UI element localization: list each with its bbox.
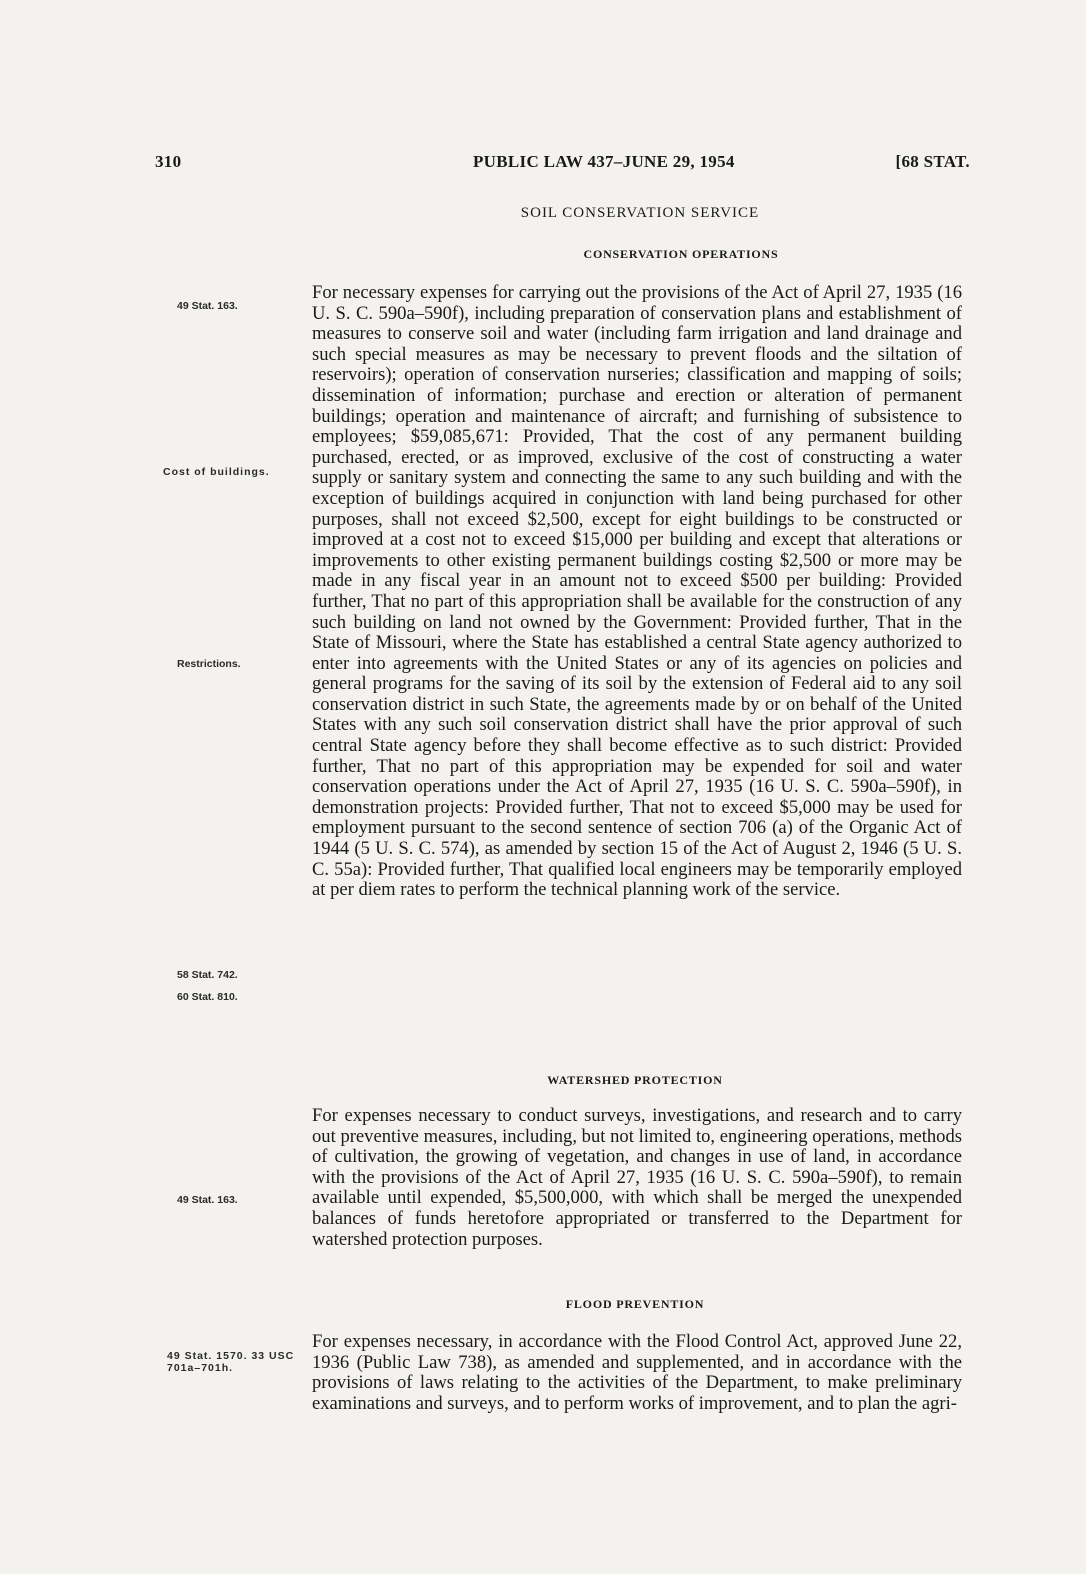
running-title: PUBLIC LAW 437–JUNE 29, 1954 (473, 152, 735, 171)
subheading-conservation-operations: CONSERVATION OPERATIONS (583, 247, 779, 261)
margin-note: Restrictions. (177, 658, 241, 670)
paragraph-flood-prevention: For expenses necessary, in accordance with the Flood Control Act, approved June 22, 1936 (Public Law 738), as amended and supplemented, and in accordance with the provisions of laws relating to the activities of the Department, to make preliminary examinations and surveys, and to perform works of improvement, and to plan the agri- (312, 1331, 962, 1414)
margin-note: 49 Stat. 1570. 33 USC 701a–701h. (167, 1350, 295, 1374)
subheading-flood-prevention: FLOOD PREVENTION (565, 1297, 705, 1311)
paragraph-watershed-protection: For expenses necessary to conduct surveys, investigations, and research and to carry out preventive measures, including, but not limited to, engineering operations, methods of cultivation, the growing of vegetation, and changes in use of land, in accordance with the provisions of the Act of April 27, 1935 (16 U. S. C. 590a–590f), to remain available until expended, $5,500,000, with which shall be merged the unexpended balances of funds heretofore appropriated or transferred to the Department for watershed protection purposes. (312, 1105, 962, 1250)
page-number: 310 (155, 152, 182, 171)
margin-note: 58 Stat. 742. (177, 969, 238, 981)
paragraph-conservation-operations: For necessary expenses for carrying out the provisions of the Act of April 27, 1935 (16 U. S. C. 590a–590f), including preparation of conservation plans and establishment of measures to conserve soil and water (including farm irrigation and land drainage and such special measures as may be necessary to prevent floods and the siltation of reservoirs); operation of conservation nurseries; classification and mapping of soils; dissemination of information; purchase and erection or alteration of permanent buildings; operation and maintenance of aircraft; and furnishing of subsistence to employees; $59,085,671: Provided, That the cost of any permanent building purchased, erected, or as improved, exclusive of the cost of constructing a water supply or sanitary system and connecting the same to any such building and with the exception of buildings acquired in conjunction with land being purchased for other purposes, shall not exceed $2,500, except for eight buildings to be constructed or improved at a cost not to exceed $15,000 per building and except that alterations or improvements to other existing permanent buildings costing $2,500 or more may be made in any fiscal year in an amount not to exceed $500 per building: Provided further, That no part of this appropriation shall be available for the construction of any such building on land not owned by the Government: Provided further, That in the State of Missouri, where the State has established a central State agency authorized to enter into agreements with the United States or any of its agencies on policies and general programs for the saving of its soil by the extension of Federal aid to any soil conservation district in such State, the agreements made by or on behalf of the United States with any such soil conservation district shall have the prior approval of such central State agency before they shall become effective as to such district: Provided further, That no part of this appropriation may be expended for soil and water conservation operations under the Act of April 27, 1935 (16 U. S. C. 590a–590f), in demonstration projects: Provided further, That not to exceed $5,000 may be used for employment pursuant to the second sentence of section 706 (a) of the Organic Act of 1944 (5 U. S. C. 574), as amended by section 15 of the Act of August 2, 1946 (5 U. S. C. 55a): Provided further, That qualified local engineers may be temporarily employed at per diem rates to perform the technical planning work of the service. (312, 282, 962, 901)
section-heading-soil-conservation: SOIL CONSERVATION SERVICE (520, 205, 760, 221)
subheading-watershed-protection: WATERSHED PROTECTION (547, 1073, 723, 1087)
margin-note: Cost of buildings. (163, 466, 270, 478)
statute-volume: [68 STAT. (895, 152, 970, 171)
margin-note: 60 Stat. 810. (177, 991, 238, 1003)
page-header (155, 152, 970, 178)
margin-note: 49 Stat. 163. (177, 300, 238, 312)
margin-note: 49 Stat. 163. (177, 1194, 238, 1206)
